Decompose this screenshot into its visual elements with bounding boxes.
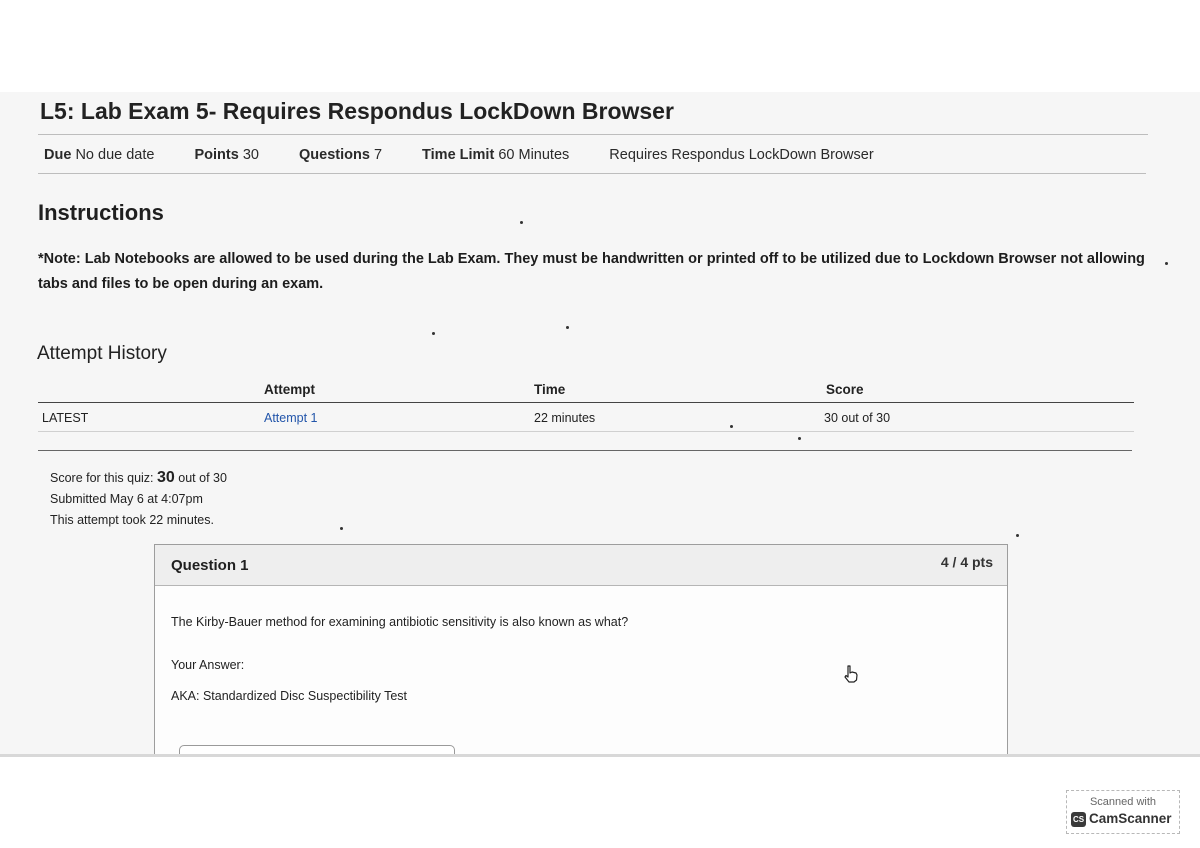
details-divider bbox=[38, 173, 1146, 174]
attempt-history-heading: Attempt History bbox=[37, 343, 167, 364]
table-row-rule bbox=[38, 431, 1134, 432]
camscanner-watermark bbox=[1066, 790, 1180, 834]
attempt-score: 30 out of 30 bbox=[824, 411, 891, 425]
instructions-heading: Instructions bbox=[38, 200, 164, 225]
time-limit-info: Time Limit 60 Minutes bbox=[422, 147, 570, 163]
scan-speck bbox=[798, 437, 801, 440]
scan-speck bbox=[1016, 534, 1019, 537]
scan-speck bbox=[432, 332, 435, 335]
watermark-brand: CamScanner bbox=[1089, 811, 1172, 826]
column-header-time: Time bbox=[534, 382, 566, 397]
scan-speck bbox=[730, 425, 733, 428]
column-header-score: Score bbox=[826, 382, 864, 397]
scanned-page bbox=[0, 92, 1200, 757]
questions-info: Questions 7 bbox=[299, 147, 383, 163]
table-header-rule bbox=[38, 402, 1134, 403]
duration-line: This attempt took 22 minutes. bbox=[50, 513, 214, 527]
table-bottom-rule bbox=[38, 450, 1132, 451]
lockdown-requirement: Requires Respondus LockDown Browser bbox=[609, 147, 874, 163]
question-1-card bbox=[154, 544, 1008, 757]
hand-cursor-icon bbox=[843, 665, 859, 683]
submitted-line: Submitted May 6 at 4:07pm bbox=[50, 492, 203, 506]
points-info: Points 30 bbox=[194, 147, 259, 163]
question-header bbox=[155, 545, 1007, 586]
scan-speck bbox=[1165, 262, 1168, 265]
page-title: L5: Lab Exam 5- Requires Respondus LockDown Browser bbox=[40, 98, 674, 124]
camscanner-logo-icon: CS bbox=[1071, 812, 1086, 827]
question-points: 4 / 4 pts bbox=[940, 554, 993, 570]
your-answer-label: Your Answer: bbox=[171, 658, 245, 672]
watermark-caption: Scanned with bbox=[1089, 796, 1157, 808]
your-answer-text: AKA: Standardized Disc Suspectibility Test bbox=[171, 689, 407, 703]
instructions-note: *Note: Lab Notebooks are allowed to be used during the Lab Exam. They must be handwritten or printed off to be utilized due to Lockdown Browser not allowing tabs and files to be open during an exam. bbox=[38, 251, 1145, 292]
scan-speck bbox=[340, 527, 343, 530]
title-divider bbox=[38, 134, 1148, 135]
scan-speck bbox=[520, 221, 523, 224]
row-latest-label: LATEST bbox=[42, 411, 89, 425]
score-line: Score for this quiz: 30 out of 30 bbox=[50, 469, 227, 486]
column-header-attempt: Attempt bbox=[264, 382, 315, 397]
question-text: The Kirby-Bauer method for examining antibiotic sensitivity is also known as what? bbox=[171, 615, 629, 629]
answer-box bbox=[179, 745, 455, 757]
question-title: Question 1 bbox=[171, 557, 249, 574]
attempt-time: 22 minutes bbox=[534, 411, 596, 425]
attempt-1-link[interactable]: Attempt 1 bbox=[264, 411, 318, 425]
quiz-details bbox=[44, 147, 910, 163]
due-info: Due No due date bbox=[44, 147, 155, 163]
scan-speck bbox=[566, 326, 569, 329]
quiz-summary bbox=[50, 467, 227, 531]
